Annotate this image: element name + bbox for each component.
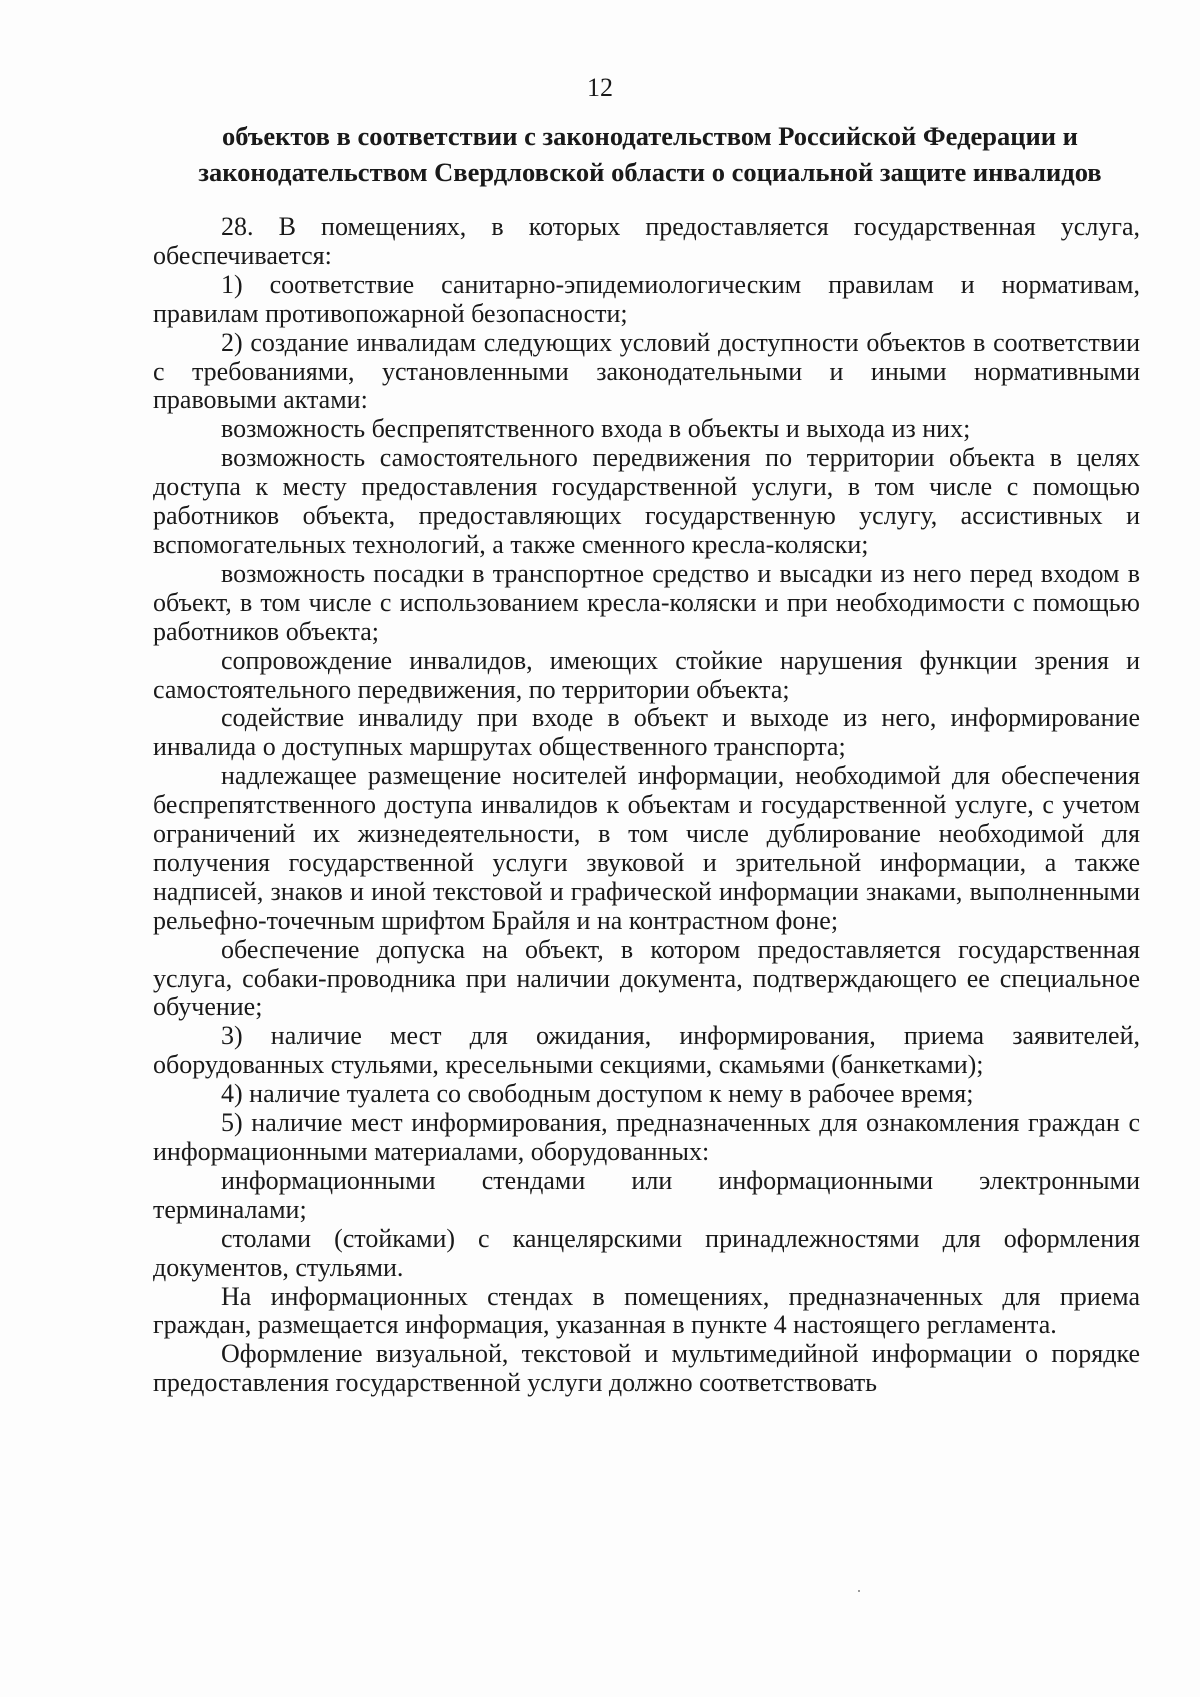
paragraph-accessibility-transport: возможность посадки в транспортное средство и высадки из него перед входом в объект, в том числе с использованием кресла-коляски и при необходимости с помощью работников объекта;: [153, 558, 1140, 646]
paragraph-visual-info: Оформление визуальной, текстовой и мультимедийной информации о порядке предоставления государственной услуги должно соответствовать: [153, 1339, 1140, 1398]
heading-line: законодательством Свердловской области о социальной защите инвалидов: [198, 157, 1102, 187]
paragraph-info-placement: На информационных стендах в помещениях, предназначенных для приема граждан, размещается информация, указанная в пункте 4 настоящего регламента.: [153, 1281, 1140, 1340]
page-number: 12: [587, 73, 613, 102]
paragraph-accessibility-movement: возможность самостоятельного передвижения по территории объекта в целях доступа к месту предоставления государственной услуги, в том числе с помощью работников объекта, предоставляющих государственную услугу, ассистивных и вспомогательных технологий, а также сменного кресла-коляски;: [153, 443, 1140, 559]
document-body: [153, 213, 1140, 1398]
paragraph-accessibility-information: надлежащее размещение носителей информации, необходимой для обеспечения беспрепятственного доступа инвалидов к объектам и государственной услуге, с учетом ограничений их жизнедеятельности, в том числе дублирование необходимой для получения государственной услуги звуковой и зрительной информации, а также надписей, знаков и иной текстовой и графической информации знаками, выполненными рельефно-точечным шрифтом Брайля и на контрастном фоне;: [153, 761, 1140, 935]
paragraph-desks: столами (стойками) с канцелярскими принадлежностями для оформления документов, стульями.: [153, 1223, 1140, 1282]
heading-line: объектов в соответствии с законодательством Российской Федерации и: [222, 121, 1078, 151]
paragraph-subitem-1: 1) соответствие санитарно-эпидемиологическим правилам и нормативам, правилам противопожарной безопасности;: [153, 269, 1140, 328]
paragraph-subitem-3: 3) наличие мест для ожидания, информирования, приема заявителей, оборудованных стульями, кресельными секциями, скамьями (банкетками);: [153, 1021, 1140, 1080]
paragraph-accessibility-entry: возможность беспрепятственного входа в объекты и выхода из них;: [221, 414, 971, 444]
paragraph-item-28: 28. В помещениях, в которых предоставляется государственная услуга, обеспечивается:: [153, 212, 1140, 270]
paragraph-subitem-4: 4) наличие туалета со свободным доступом к нему в рабочее время;: [221, 1079, 974, 1109]
paragraph-accessibility-assistance: содействие инвалиду при входе в объект и выходе из него, информирование инвалида о доступных маршрутах общественного транспорта;: [153, 703, 1140, 762]
paragraph-subitem-2: 2) создание инвалидам следующих условий доступности объектов в соответствии с требованиями, установленными законодательными и иными нормативными правовыми актами:: [153, 327, 1140, 415]
scan-speck: [858, 1590, 860, 1592]
paragraph-info-stands: информационными стендами или информационными электронными терминалами;: [153, 1165, 1140, 1224]
paragraph-accessibility-escort: сопровождение инвалидов, имеющих стойкие нарушения функции зрения и самостоятельного передвижения, по территории объекта;: [153, 645, 1140, 704]
paragraph-accessibility-guide-dog: обеспечение допуска на объект, в котором предоставляется государственная услуга, собаки-проводника при наличии документа, подтверждающего ее специальное обучение;: [153, 934, 1140, 1022]
section-heading: [150, 118, 1150, 190]
paragraph-subitem-5: 5) наличие мест информирования, предназначенных для ознакомления граждан с информационными материалами, оборудованных:: [153, 1108, 1140, 1166]
